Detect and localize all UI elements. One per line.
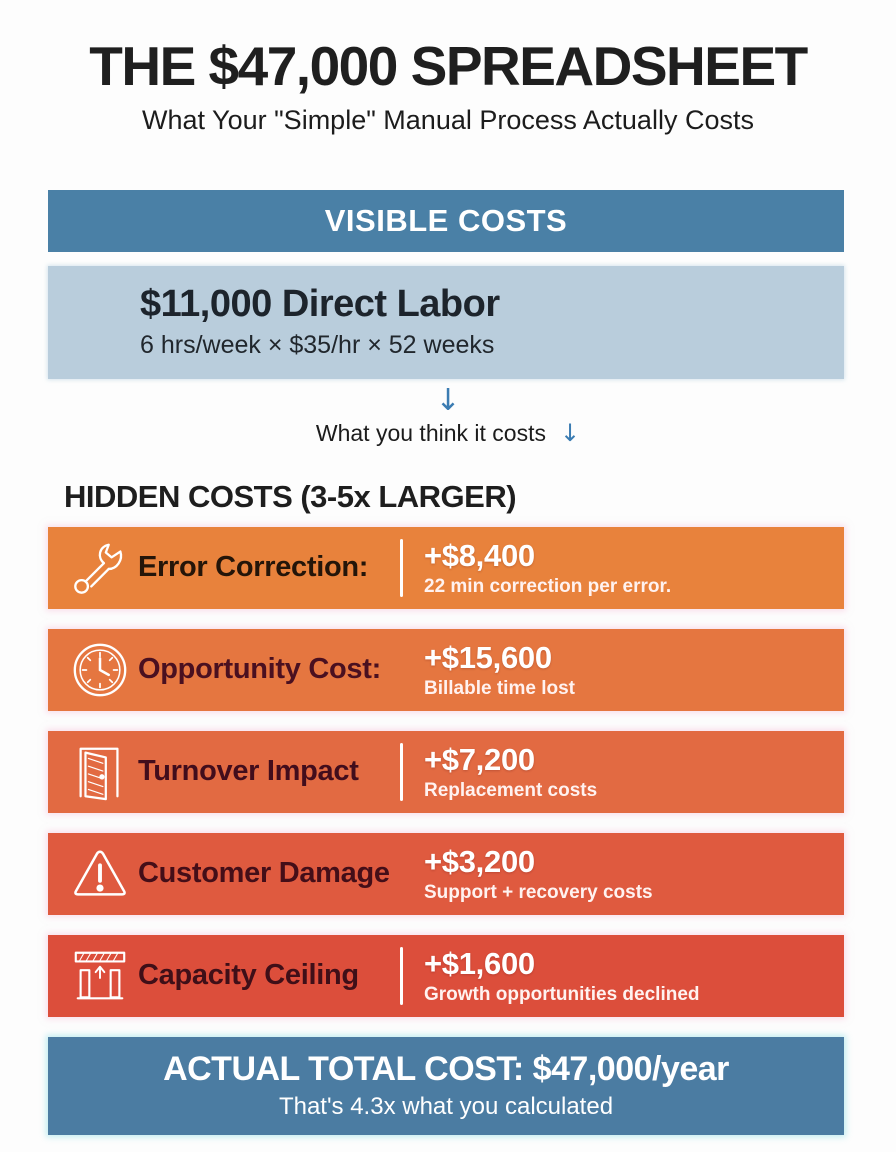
- row-label: Turnover Impact: [138, 755, 359, 788]
- row-label: Capacity Ceiling: [138, 959, 359, 992]
- total-cost-bar: [48, 1037, 844, 1135]
- hidden-cost-row: [48, 629, 844, 711]
- hidden-cost-row: [48, 935, 844, 1017]
- clock-icon: [62, 639, 138, 701]
- warning-icon: [62, 843, 138, 905]
- direct-labor-box: [48, 266, 844, 379]
- page-subtitle: What Your "Simple" Manual Process Actually Costs: [142, 104, 754, 135]
- wrench-icon: [62, 537, 138, 599]
- visible-costs-label: VISIBLE COSTS: [324, 202, 568, 238]
- row-detail: [424, 844, 653, 904]
- down-arrow-small-icon: ↓: [559, 418, 581, 447]
- think-caption: What you think it costs: [315, 419, 546, 446]
- row-value: +$7,200: [424, 741, 535, 777]
- down-arrow-icon: ↓: [435, 382, 461, 418]
- row-detail: [424, 640, 575, 700]
- row-label: Opportunity Cost:: [138, 653, 381, 686]
- direct-labor-formula: 6 hrs/week × $35/hr × 52 weeks: [140, 330, 495, 359]
- hidden-costs-heading: HIDDEN COSTS (3-5x LARGER): [64, 478, 517, 514]
- hidden-cost-row: [48, 731, 844, 813]
- row-note: Billable time lost: [424, 677, 575, 699]
- think-caption-line: [0, 419, 896, 447]
- page-title: THE $47,000 SPREADSHEET: [89, 35, 807, 97]
- row-divider: [400, 539, 403, 597]
- hidden-cost-row: [48, 833, 844, 915]
- row-note: Support + recovery costs: [424, 881, 653, 903]
- row-detail: [424, 946, 700, 1006]
- row-note: Growth opportunities declined: [424, 983, 700, 1005]
- row-value: +$3,200: [424, 843, 535, 879]
- row-value: +$8,400: [424, 537, 535, 573]
- hidden-costs-rows: [0, 527, 896, 1017]
- row-value: +$1,600: [424, 945, 535, 981]
- row-detail: [424, 742, 597, 802]
- row-note: Replacement costs: [424, 779, 598, 801]
- capacity-icon: [62, 945, 138, 1007]
- total-cost-sub: That's 4.3x what you calculated: [278, 1093, 614, 1121]
- row-divider: [400, 743, 403, 801]
- door-icon: [62, 741, 138, 803]
- hidden-cost-row: [48, 527, 844, 609]
- row-value: +$15,600: [424, 639, 552, 675]
- total-cost-main: ACTUAL TOTAL COST: $47,000/year: [163, 1050, 729, 1089]
- row-label: Error Correction:: [138, 551, 369, 584]
- direct-labor-amount: $11,000 Direct Labor: [140, 282, 500, 325]
- visible-costs-header: [48, 190, 844, 252]
- row-note: 22 min correction per error.: [424, 575, 672, 597]
- row-detail: [424, 538, 671, 598]
- row-divider: [400, 947, 403, 1005]
- row-label: Customer Damage: [138, 857, 390, 890]
